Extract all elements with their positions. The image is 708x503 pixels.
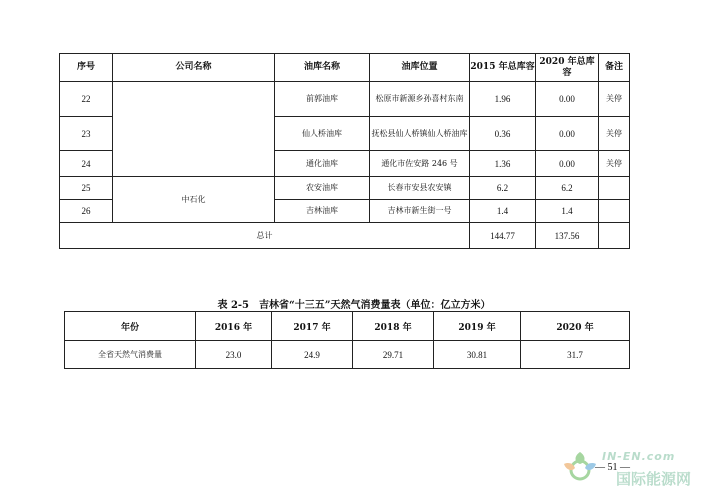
col-header-cap2015: 2015 年总库容	[470, 54, 536, 82]
cell-remark	[599, 200, 630, 223]
cell-location: 松原市新源乡孙喜村东南	[370, 82, 470, 117]
gas-consumption-table	[64, 311, 630, 369]
total-row	[60, 223, 630, 249]
gas-row-label: 全省天然气消费量	[65, 341, 196, 369]
cell-depot: 农安油库	[275, 177, 370, 200]
gas-header-year: 2019 年	[434, 312, 521, 341]
table-row	[60, 82, 630, 117]
cell-cap2020: 6.2	[536, 177, 599, 200]
cell-cap2020: 0.00	[536, 151, 599, 177]
gas-value: 23.0	[196, 341, 272, 369]
gas-header-label: 年份	[65, 312, 196, 341]
total-cap2015: 144.77	[470, 223, 536, 249]
total-remark	[599, 223, 630, 249]
col-header-location: 油库位置	[370, 54, 470, 82]
watermark-en: IN-EN.com	[602, 450, 676, 463]
cell-depot: 通化油库	[275, 151, 370, 177]
cell-company: 中石化	[113, 177, 275, 223]
gas-header-year: 2018 年	[353, 312, 434, 341]
gas-value: 31.7	[521, 341, 630, 369]
cell-location: 吉林市新生街一号	[370, 200, 470, 223]
cell-seq: 25	[60, 177, 113, 200]
cell-cap2020: 0.00	[536, 82, 599, 117]
gas-value: 24.9	[272, 341, 353, 369]
cell-remark: 关停	[599, 82, 630, 117]
cell-cap2020: 0.00	[536, 117, 599, 151]
cell-remark: 关停	[599, 151, 630, 177]
table-header-row	[60, 54, 630, 82]
col-header-depot: 油库名称	[275, 54, 370, 82]
cell-cap2015: 6.2	[470, 177, 536, 200]
col-header-remark: 备注	[599, 54, 630, 82]
cell-depot: 仙人桥油库	[275, 117, 370, 151]
col-header-seq: 序号	[60, 54, 113, 82]
leaf-logo-icon	[560, 448, 600, 488]
cell-depot: 前郭油库	[275, 82, 370, 117]
cell-location: 通化市佐安路 246 号	[370, 151, 470, 177]
gas-header-row	[65, 312, 630, 341]
page-number: — 51 —	[595, 462, 630, 473]
cell-depot: 吉林油库	[275, 200, 370, 223]
cell-company-empty	[113, 82, 275, 177]
watermark	[560, 440, 695, 500]
watermark-cn: 国际能源网	[616, 470, 692, 488]
cell-seq: 23	[60, 117, 113, 151]
cell-location: 抚松县仙人桥镇仙人桥油库	[370, 117, 470, 151]
gas-header-year: 2020 年	[521, 312, 630, 341]
gas-table-title: 表 2-5 吉林省“十三五”天然气消费量表（单位：亿立方米）	[217, 300, 491, 311]
gas-header-year: 2017 年	[272, 312, 353, 341]
cell-seq: 26	[60, 200, 113, 223]
oil-depot-table	[59, 53, 630, 249]
cell-seq: 24	[60, 151, 113, 177]
cell-cap2020: 1.4	[536, 200, 599, 223]
table-row	[60, 177, 630, 200]
cell-location: 长春市安县农安镇	[370, 177, 470, 200]
cell-seq: 22	[60, 82, 113, 117]
cell-remark: 关停	[599, 117, 630, 151]
total-cap2020: 137.56	[536, 223, 599, 249]
cell-cap2015: 1.96	[470, 82, 536, 117]
total-label: 总计	[60, 223, 470, 249]
cell-cap2015: 0.36	[470, 117, 536, 151]
col-header-cap2020: 2020 年总库容	[536, 54, 599, 82]
gas-value: 30.81	[434, 341, 521, 369]
gas-header-year: 2016 年	[196, 312, 272, 341]
cell-cap2015: 1.4	[470, 200, 536, 223]
col-header-company: 公司名称	[113, 54, 275, 82]
cell-cap2015: 1.36	[470, 151, 536, 177]
gas-data-row	[65, 341, 630, 369]
cell-remark	[599, 177, 630, 200]
gas-value: 29.71	[353, 341, 434, 369]
